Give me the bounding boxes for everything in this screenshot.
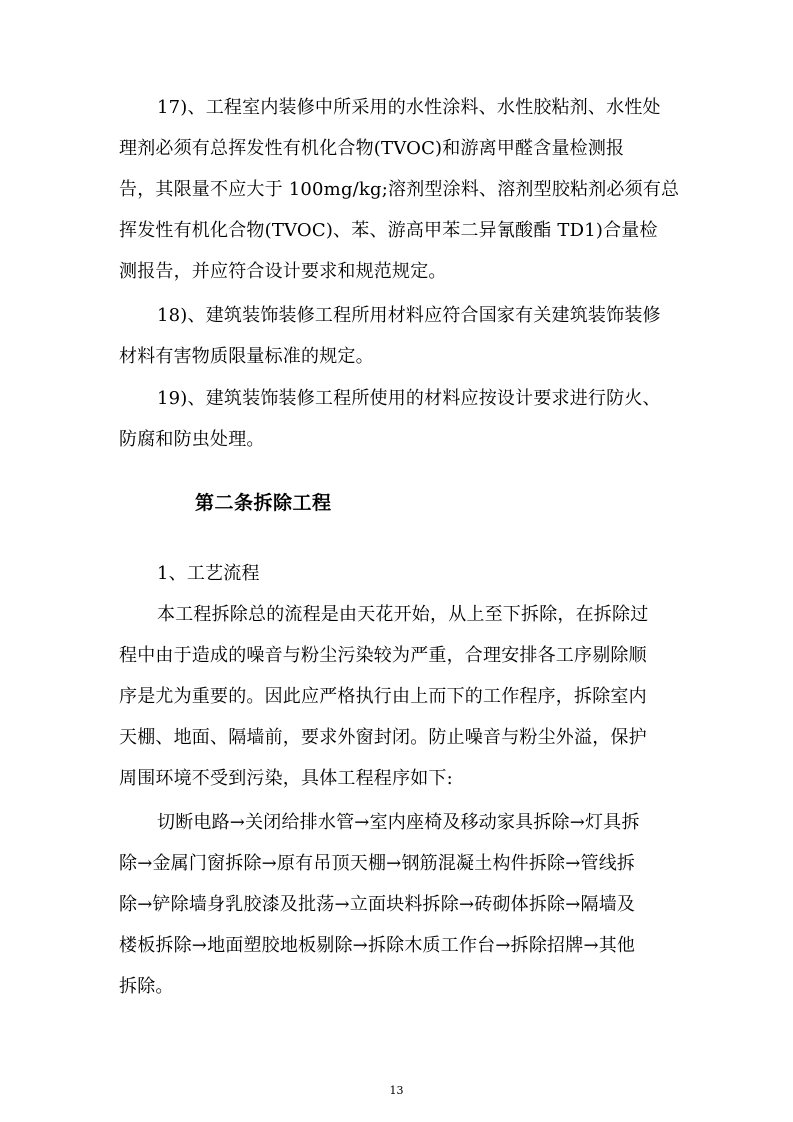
paragraph-18-line-2: 材料有害物质限量标准的规定。 <box>119 346 374 367</box>
paragraph-17-line-5: 测报告，并应符合设计要求和规范规定。 <box>119 261 447 282</box>
paragraph-18-line-1: 18)、建筑装饰装修工程所用材料应符合国家有关建筑装饰装修 <box>157 305 661 326</box>
process-flow-line-3: 除→铲除墙身乳胶漆及批荡→立面块料拆除→砖砌体拆除→隔墙及 <box>119 894 636 915</box>
subheading-process: 1、工艺流程 <box>157 563 260 584</box>
body-paragraph-1-line-3: 序是尤为重要的。因此应严格执行由上而下的工作程序，拆除室内 <box>119 686 647 707</box>
body-paragraph-1-line-1: 本工程拆除总的流程是由天花开始，从上至下拆除，在拆除过 <box>157 604 649 625</box>
paragraph-17-line-1: 17)、工程室内装修中所采用的水性涂料、水性胶粘剂、水性处 <box>157 97 661 118</box>
body-paragraph-1-line-4: 天棚、地面、隔墙前，要求外窗封闭。防止噪音与粉尘外溢，保护 <box>119 727 647 748</box>
body-paragraph-1-line-2: 程中由于造成的噪音与粉尘污染较为严重，合理安排各工序剔除顺 <box>119 645 647 666</box>
process-flow-line-1: 切断电路→关闭给排水管→室内座椅及移动家具拆除→灯具拆 <box>157 812 640 833</box>
body-paragraph-1-line-5: 周围环境不受到污染，具体工程程序如下: <box>119 768 453 789</box>
paragraph-17-line-4: 挥发性有机化合物(TVOC)、苯、游高甲苯二异氰酸酯 TD1)合量检 <box>119 220 658 241</box>
process-flow-line-4: 楼板拆除→地面塑胶地板剔除→拆除木质工作台→拆除招牌→其他 <box>119 935 636 956</box>
paragraph-17-line-2: 理剂必须有总挥发性有机化合物(TVOC)和游离甲醛含量检测报 <box>119 138 625 159</box>
page-number: 13 <box>389 1084 404 1097</box>
paragraph-17-line-3: 告，其限量不应大于 100mg/kg;溶剂型涂料、溶剂型胶粘剂必须有总 <box>119 179 680 200</box>
process-flow-line-2: 除→金属门窗拆除→原有吊顶天棚→钢筋混凝土构件拆除→管线拆 <box>119 853 636 874</box>
paragraph-19-line-2: 防腐和防虫处理。 <box>119 429 265 450</box>
paragraph-19-line-1: 19)、建筑装饰装修工程所使用的材料应按设计要求进行防火、 <box>157 388 661 409</box>
section-heading: 第二条拆除工程 <box>195 492 332 514</box>
process-flow-line-5: 拆除。 <box>119 976 174 997</box>
